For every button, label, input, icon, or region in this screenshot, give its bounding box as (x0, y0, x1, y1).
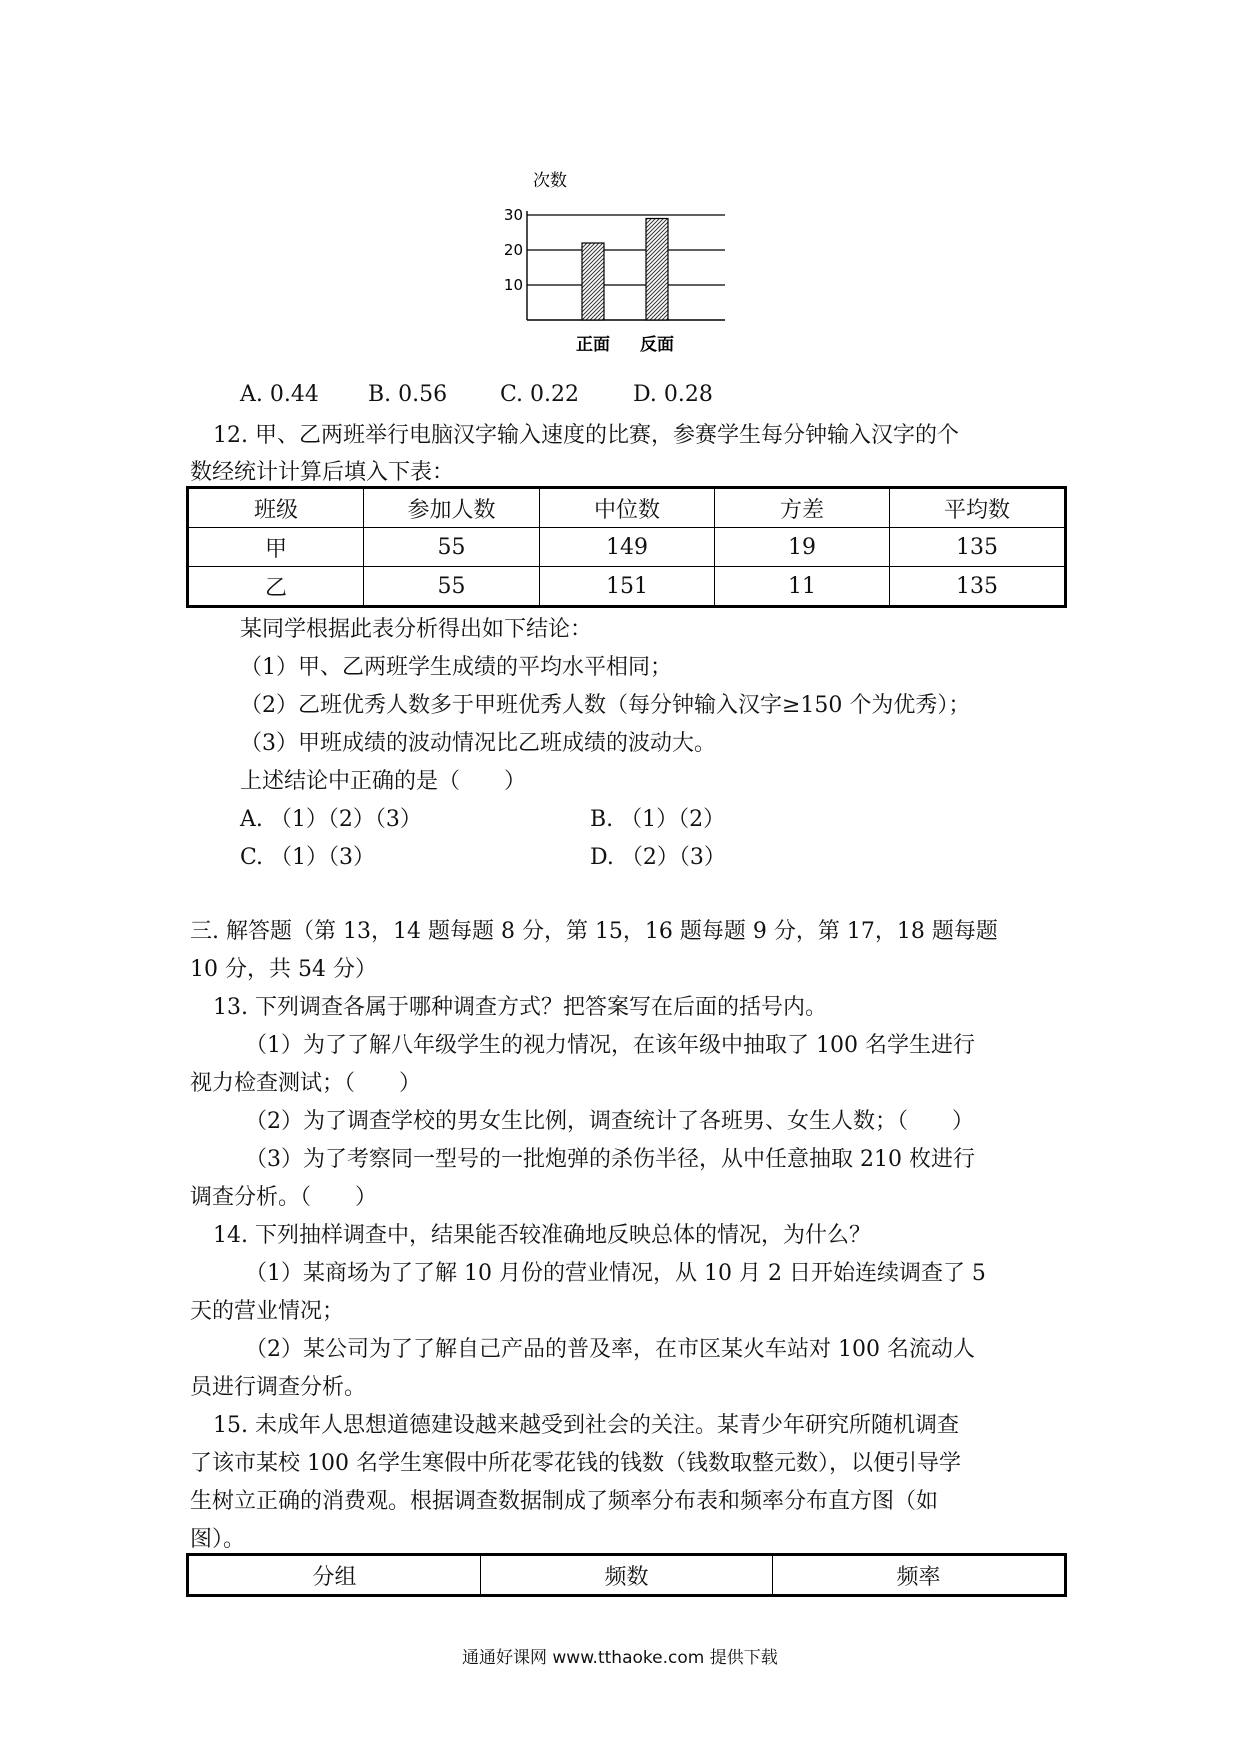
table-cell: 135 (890, 567, 1066, 607)
table-header-cell: 班级 (188, 488, 364, 528)
table-header-cell: 分组 (188, 1555, 481, 1596)
section3-heading-line2: 10 分，共 54 分） (190, 957, 377, 982)
q11-option-b: B. 0.56 (368, 382, 448, 407)
bar-chart-svg (505, 165, 745, 360)
table-cell: 11 (715, 567, 890, 607)
page-footer: 通通好课网 www.tthaoke.com 提供下载 (462, 1648, 778, 1668)
q14-stem: 14. 下列抽样调查中，结果能否较准确地反映总体的情况，为什么？ (213, 1223, 871, 1248)
q12-stem-line2: 数经统计计算后填入下表： (190, 460, 455, 485)
q13-stem: 13. 下列调查各属于哪种调查方式？把答案写在后面的括号内。 (213, 995, 827, 1020)
table-header-row (188, 488, 1066, 528)
q14-part1-line1: （1）某商场为了了解 10 月份的营业情况，从 10 月 2 日开始连续调查了 5 (245, 1261, 986, 1286)
table-header-cell: 参加人数 (364, 488, 540, 528)
q15-line1: 15. 未成年人思想道德建设越来越受到社会的关注。某青少年研究所随机调查 (213, 1413, 959, 1438)
q12-analysis: 某同学根据此表分析得出如下结论： (240, 617, 593, 642)
q12-option-c: C. （1）（3） (240, 845, 376, 870)
table-header-cell: 频数 (481, 1555, 773, 1596)
q13-part1-line1: （1）为了了解八年级学生的视力情况，在该年级中抽取了 100 名学生进行 (245, 1033, 975, 1058)
q12-option-d: D. （2）（3） (590, 845, 726, 870)
bar-chart (505, 165, 745, 360)
table-cell: 乙 (188, 567, 364, 607)
table-row (188, 567, 1066, 607)
bar-back (646, 219, 668, 321)
q11-option-a: A. 0.44 (240, 382, 319, 407)
y-tick-label: 20 (505, 241, 523, 259)
q13-part2: （2）为了调查学校的男女生比例，调查统计了各班男、女生人数；（ ） (245, 1109, 974, 1134)
q14-part2-line2: 员进行调查分析。 (190, 1375, 367, 1400)
q12-stem-line1: 12. 甲、乙两班举行电脑汉字输入速度的比赛，参赛学生每分钟输入汉字的个 (213, 423, 959, 448)
q13-part3-line1: （3）为了考察同一型号的一批炮弹的杀伤半径，从中任意抽取 210 枚进行 (245, 1147, 975, 1172)
q12-option-a: A. （1）（2）（3） (240, 807, 422, 832)
q12-conclusion-1: （1）甲、乙两班学生成绩的平均水平相同； (240, 655, 672, 680)
y-tick-label: 10 (505, 276, 523, 294)
bar-front (582, 243, 604, 320)
q13-part3-line2: 调查分析。（ ） (190, 1185, 378, 1210)
table-cell: 151 (540, 567, 715, 607)
q12-conclusion-3: （3）甲班成绩的波动情况比乙班成绩的波动大。 (240, 731, 716, 756)
table-cell: 149 (540, 528, 715, 567)
table-cell: 甲 (188, 528, 364, 567)
q15-line4: 图）。 (190, 1527, 246, 1552)
y-axis-label: 次数 (533, 171, 567, 191)
q12-conclusion-2: （2）乙班优秀人数多于甲班优秀人数（每分钟输入汉字≥150 个为优秀）； (240, 693, 971, 718)
q12-table (186, 486, 1067, 608)
q12-option-b: B. （1）（2） (590, 807, 726, 832)
section3-heading-line1: 三. 解答题（第 13，14 题每题 8 分，第 15，16 题每题 9 分，第 17，18 题每题 (190, 919, 998, 944)
table-cell: 135 (890, 528, 1066, 567)
x-category-label: 正面 (576, 335, 610, 355)
q14-part1-line2: 天的营业情况； (190, 1299, 345, 1324)
table-cell: 55 (364, 528, 540, 567)
table-header-cell: 方差 (715, 488, 890, 528)
table-cell: 55 (364, 567, 540, 607)
q11-option-d: D. 0.28 (633, 382, 713, 407)
q15-line3: 生树立正确的消费观。根据调查数据制成了频率分布表和频率分布直方图（如 (190, 1489, 939, 1514)
y-tick-label: 30 (505, 206, 523, 224)
q15-line2: 了该市某校 100 名学生寒假中所花零花钱的钱数（钱数取整元数），以便引导学 (190, 1451, 961, 1476)
table-header-cell: 中位数 (540, 488, 715, 528)
q11-option-c: C. 0.22 (500, 382, 580, 407)
q13-part1-line2: 视力检查测试；（ ） (190, 1071, 422, 1096)
q14-part2-line1: （2）某公司为了了解自己产品的普及率，在市区某火车站对 100 名流动人 (245, 1337, 975, 1362)
q12-question: 上述结论中正确的是（ ） (240, 769, 527, 794)
q15-table (186, 1553, 1067, 1597)
table-cell: 19 (715, 528, 890, 567)
table-header-cell: 频率 (773, 1555, 1066, 1596)
table-row (188, 528, 1066, 567)
x-category-label: 反面 (640, 335, 674, 355)
table-header-cell: 平均数 (890, 488, 1066, 528)
table-header-row (188, 1555, 1066, 1596)
